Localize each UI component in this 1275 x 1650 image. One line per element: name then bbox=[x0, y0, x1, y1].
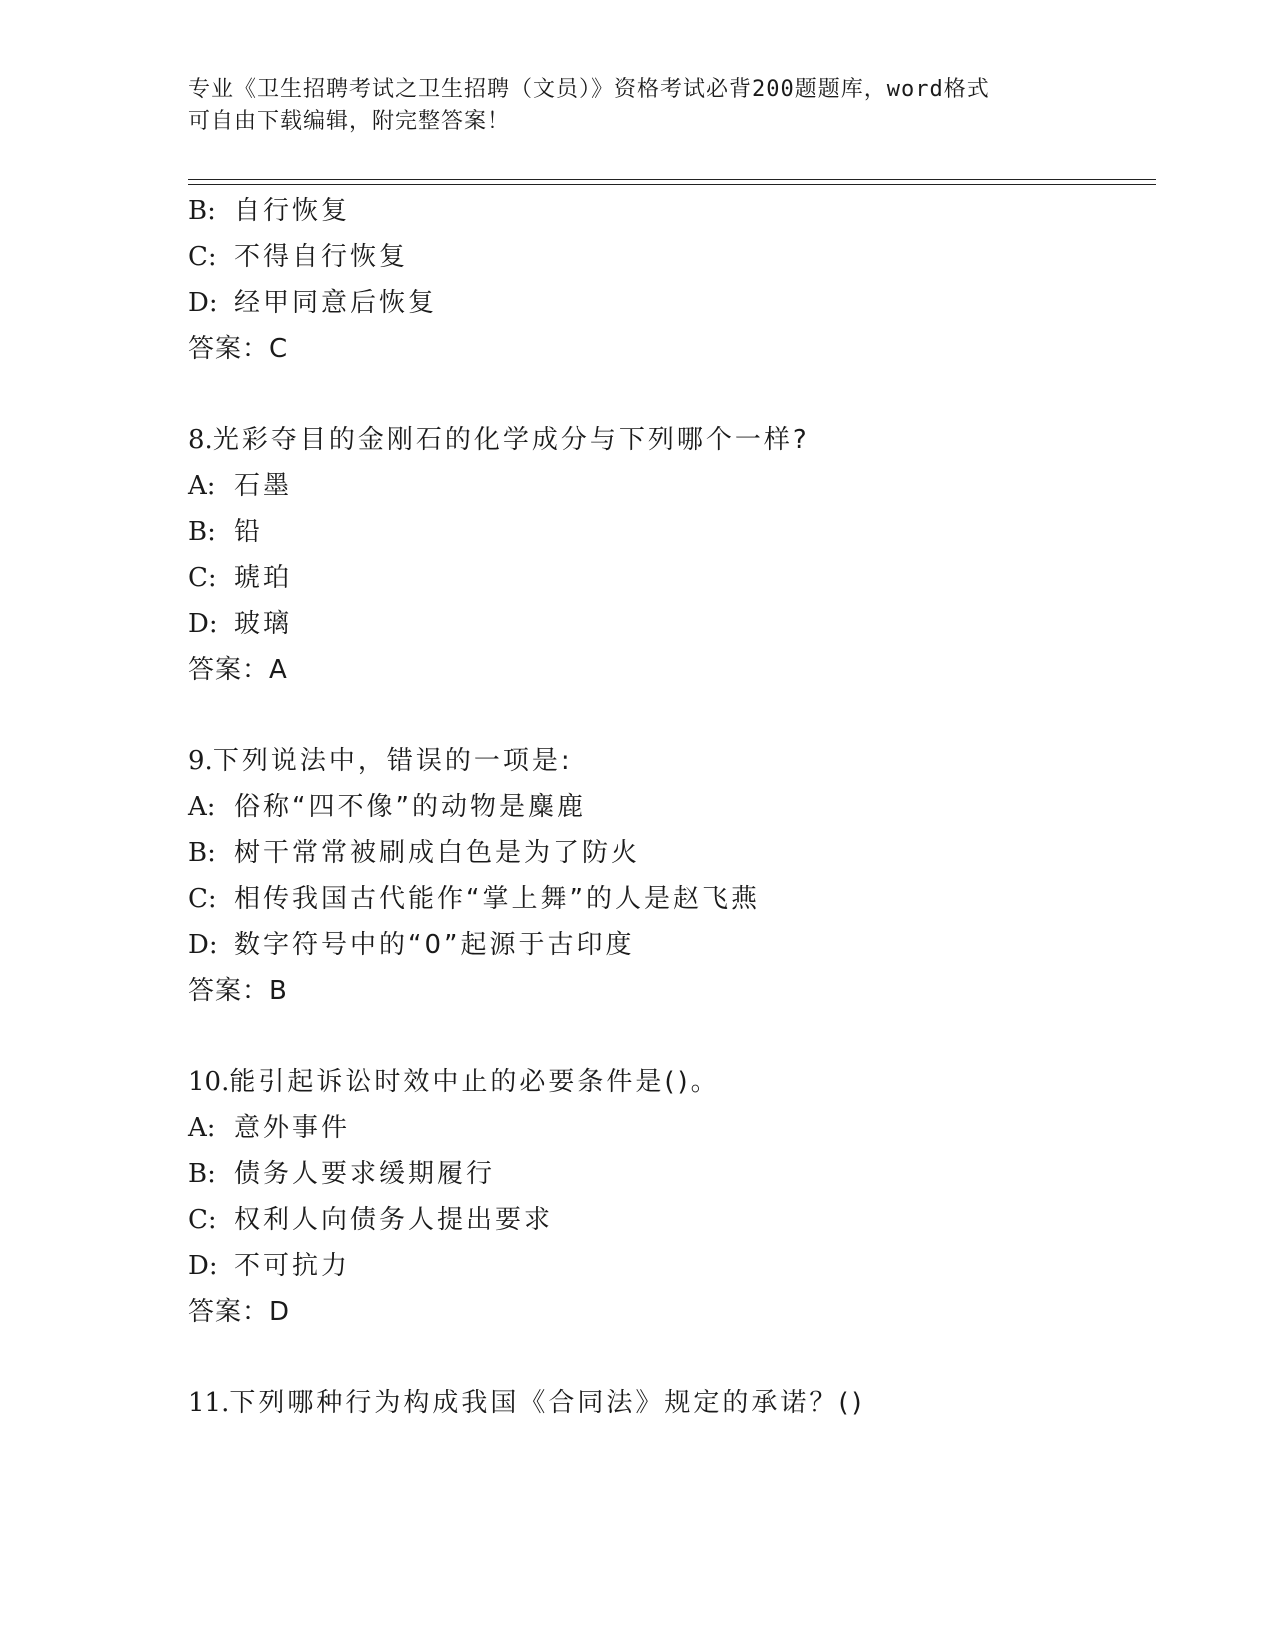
question-number: 8. bbox=[188, 425, 213, 455]
answer: 答案：C bbox=[188, 334, 289, 364]
question-number: 9. bbox=[188, 746, 213, 776]
option-letter: B: bbox=[188, 196, 216, 226]
question-list bbox=[188, 188, 1156, 1426]
question-stem: 下列说法中，错误的一项是: bbox=[212, 746, 573, 776]
option-text: 琥珀 bbox=[234, 563, 293, 593]
question-text bbox=[188, 1380, 1156, 1426]
option-a bbox=[188, 784, 1156, 830]
question-stem: 下列哪种行为构成我国《合同法》规定的承诺？() bbox=[229, 1388, 865, 1418]
answer: 答案：D bbox=[188, 1297, 291, 1327]
option-letter: C: bbox=[188, 242, 217, 272]
option-letter: A: bbox=[188, 1113, 216, 1143]
option-text: 意外事件 bbox=[234, 1113, 351, 1143]
option-letter: B: bbox=[188, 517, 216, 547]
option-c bbox=[188, 876, 1156, 922]
option-letter: C: bbox=[188, 563, 217, 593]
question-10 bbox=[188, 1059, 1156, 1335]
option-b bbox=[188, 188, 1156, 234]
header-divider-bottom bbox=[188, 184, 1156, 185]
option-text: 不可抗力 bbox=[234, 1251, 351, 1281]
option-text: 石墨 bbox=[234, 471, 293, 501]
answer: 答案：B bbox=[188, 976, 288, 1006]
option-d bbox=[188, 280, 1156, 326]
option-a bbox=[188, 1105, 1156, 1151]
option-c bbox=[188, 234, 1156, 280]
question-9 bbox=[188, 738, 1156, 1014]
option-letter: D: bbox=[188, 609, 218, 639]
option-d bbox=[188, 922, 1156, 968]
option-c bbox=[188, 555, 1156, 601]
question-text bbox=[188, 1059, 1156, 1105]
option-letter: A: bbox=[188, 792, 216, 822]
option-letter: B: bbox=[188, 1159, 216, 1189]
question-11 bbox=[188, 1380, 1156, 1426]
option-text: 俗称“四不像”的动物是麋鹿 bbox=[234, 792, 586, 822]
option-b bbox=[188, 830, 1156, 876]
question-number: 11. bbox=[188, 1388, 230, 1418]
option-text: 不得自行恢复 bbox=[234, 242, 409, 272]
option-letter: C: bbox=[188, 1205, 217, 1235]
option-b bbox=[188, 509, 1156, 555]
option-letter: D: bbox=[188, 288, 218, 318]
option-text: 树干常常被刷成白色是为了防火 bbox=[234, 838, 641, 868]
question-number: 10. bbox=[188, 1067, 230, 1097]
option-b bbox=[188, 1151, 1156, 1197]
option-text: 经甲同意后恢复 bbox=[234, 288, 438, 318]
question-text bbox=[188, 417, 1156, 463]
option-a bbox=[188, 463, 1156, 509]
option-text: 自行恢复 bbox=[234, 196, 351, 226]
option-letter: D: bbox=[188, 930, 218, 960]
header-line-1: 专业《卫生招聘考试之卫生招聘（文员）》资格考试必背200题题库，word格式 bbox=[188, 77, 990, 102]
option-text: 数字符号中的“0”起源于古印度 bbox=[234, 930, 635, 960]
question-7 bbox=[188, 188, 1156, 372]
question-stem: 能引起诉讼时效中止的必要条件是()。 bbox=[229, 1067, 720, 1097]
option-text: 债务人要求缓期履行 bbox=[234, 1159, 496, 1189]
answer: 答案：A bbox=[188, 655, 288, 685]
option-c bbox=[188, 1197, 1156, 1243]
option-text: 相传我国古代能作“掌上舞”的人是赵飞燕 bbox=[234, 884, 760, 914]
option-letter: C: bbox=[188, 884, 217, 914]
document-header bbox=[188, 74, 1088, 138]
option-d bbox=[188, 1243, 1156, 1289]
question-stem: 光彩夺目的金刚石的化学成分与下列哪个一样? bbox=[212, 425, 810, 455]
header-divider-top bbox=[188, 179, 1156, 180]
option-letter: D: bbox=[188, 1251, 218, 1281]
question-8 bbox=[188, 417, 1156, 693]
option-letter: B: bbox=[188, 838, 216, 868]
question-text bbox=[188, 738, 1156, 784]
option-d bbox=[188, 601, 1156, 647]
option-text: 权利人向债务人提出要求 bbox=[234, 1205, 554, 1235]
option-text: 铅 bbox=[234, 517, 264, 547]
header-line-2: 可自由下载编辑，附完整答案！ bbox=[188, 109, 511, 134]
option-letter: A: bbox=[188, 471, 216, 501]
option-text: 玻璃 bbox=[234, 609, 293, 639]
